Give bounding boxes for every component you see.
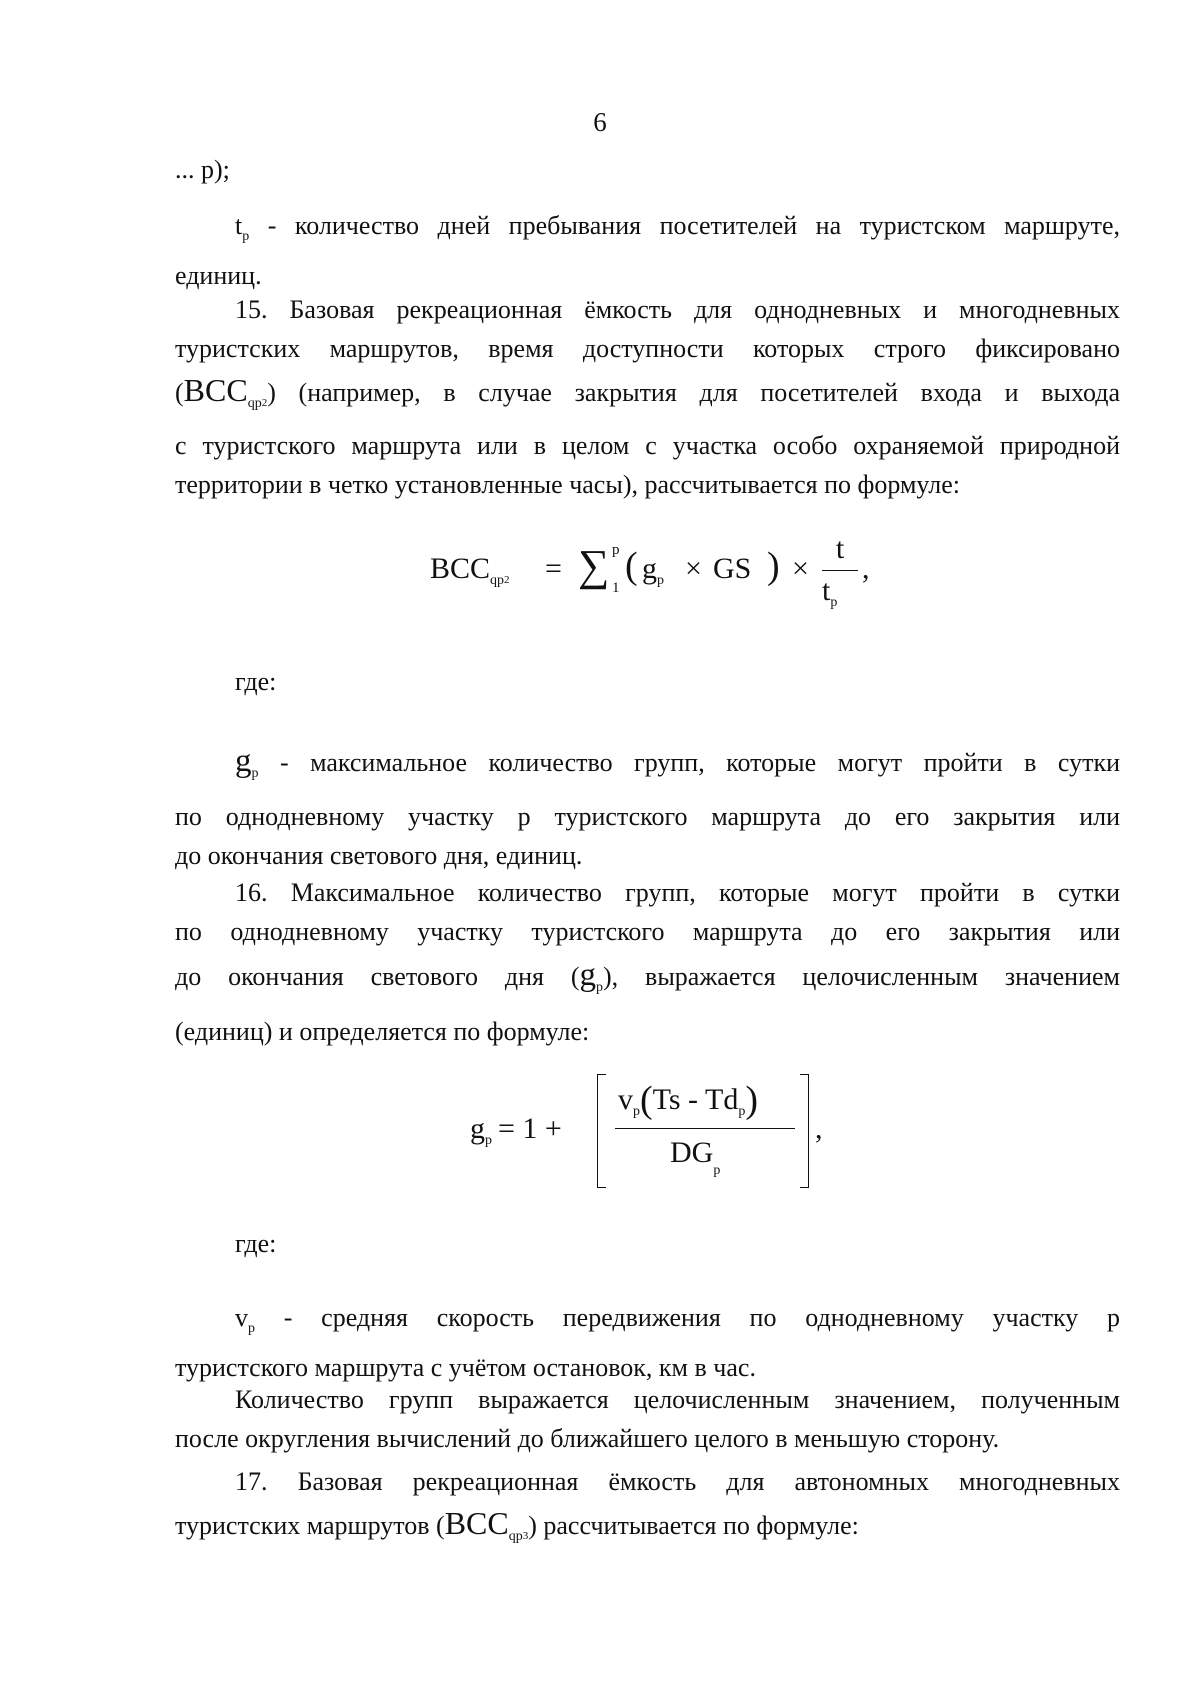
text-line: 16. Максимальное количество групп, которые могут пройти в сутки (235, 878, 1120, 907)
g-symbol: $g_p$ (642, 552, 664, 588)
where-label-1 (175, 662, 1120, 701)
groups-note (175, 1380, 1120, 1458)
text-line: (единиц) и определяется по формуле: (175, 1017, 590, 1046)
fraction-numerator: t (835, 532, 845, 565)
formula-bcc-qp2 (430, 532, 890, 620)
text-line: $g_p$ - максимальное количество групп, которые могут пройти в сутки (235, 743, 1120, 781)
gs-symbol: GS (713, 552, 752, 585)
text-line: $v_p$ - средняя скорость передвижения по однодневному участку p (235, 1303, 1120, 1336)
times-sign: × (685, 552, 702, 585)
tp-definition (175, 206, 1120, 295)
where-label-2 (175, 1224, 1120, 1263)
text-line: единиц. (175, 261, 262, 290)
bcc-symbol: BCC (183, 372, 248, 408)
vp-symbol: v (235, 1303, 248, 1332)
gp-symbol: g (579, 957, 596, 993)
text-line: территории в четко установленные часы), рассчитывается по формуле: (175, 470, 961, 499)
text-line: ... p); (175, 155, 230, 184)
fraction-denominator: $t_p$ (822, 574, 838, 610)
floor-bracket-right (800, 1074, 809, 1188)
text-line: 15. Базовая рекреационная ёмкость для однодневных и многодневных (235, 295, 1120, 324)
equals-sign: = (545, 552, 562, 585)
formula-comma: , (862, 552, 870, 585)
fraction-bar (822, 570, 858, 571)
paren-open: ( (625, 545, 638, 587)
one-plus: = 1 + (498, 1112, 562, 1145)
text-line: где: (235, 667, 277, 696)
fraction-numerator: $v_p(Ts - Td_p)$ (618, 1079, 758, 1121)
vp-definition (175, 1298, 1120, 1387)
text-line: туристских маршрутов $(BCC_{qp}3)$ рассчитывается по формуле: (175, 1505, 859, 1544)
formula-lhs: $BCC_{qp}2$ (430, 552, 510, 588)
text-line: по однодневному участку p туристского маршрута до его закрытия или (175, 802, 1120, 831)
fraction-bar (615, 1128, 795, 1129)
paragraph-16 (175, 873, 1120, 1051)
continuation-line (175, 150, 1120, 189)
text-line: туристского маршрута с учётом остановок, км в час. (175, 1353, 756, 1382)
text-line: после округления вычислений до ближайшего целого в меньшую сторону. (175, 1424, 1000, 1453)
text-line: до окончания светового дня $(g_p)$, выражается целочисленным значением (175, 957, 1120, 995)
floor-bracket-left (597, 1074, 606, 1188)
text-line: где: (235, 1229, 277, 1258)
tp-symbol: t (235, 211, 243, 240)
sum-upper-limit: p (612, 542, 620, 558)
formula-lhs: $g_p$ (470, 1112, 492, 1148)
text-line: с туристского маршрута или в целом с участка особо охраняемой природной (175, 431, 1120, 460)
formula-gp (470, 1070, 830, 1200)
formula-comma: , (815, 1112, 823, 1145)
sum-sign: ∑ (578, 541, 610, 590)
text-line (175, 206, 1120, 256)
paragraph-17 (175, 1462, 1120, 1559)
gp-symbol: g (235, 743, 252, 779)
gp-definition (175, 738, 1120, 875)
text-line: Количество групп выражается целочисленным значением, полученным (235, 1385, 1120, 1414)
sum-lower-limit: 1 (612, 580, 620, 596)
fraction-denominator: $DG_p$ (670, 1136, 721, 1178)
text-line: по однодневному участку туристского маршрута до его закрытия или (175, 917, 1120, 946)
text-line: туристских маршрутов, время доступности которых строго фиксировано (175, 334, 1120, 363)
bcc-symbol: BCC (444, 1505, 509, 1541)
page-number: 6 (593, 107, 607, 137)
times-sign-2: × (792, 552, 809, 585)
text-line: $(BCC_{qp}2)$ (например, в случае закрытия для посетителей входа и выхода (175, 372, 1120, 411)
paragraph-15 (175, 290, 1120, 504)
text-line: 17. Базовая рекреационная ёмкость для автономных многодневных (235, 1467, 1120, 1496)
tp-symbol-sub: p (242, 229, 250, 244)
paren-close: ) (767, 545, 780, 587)
text-line: до окончания светового дня, единиц. (175, 841, 583, 870)
text-fragment: - количество дней пребывания посетителей на туристском маршруте, (249, 211, 1120, 240)
